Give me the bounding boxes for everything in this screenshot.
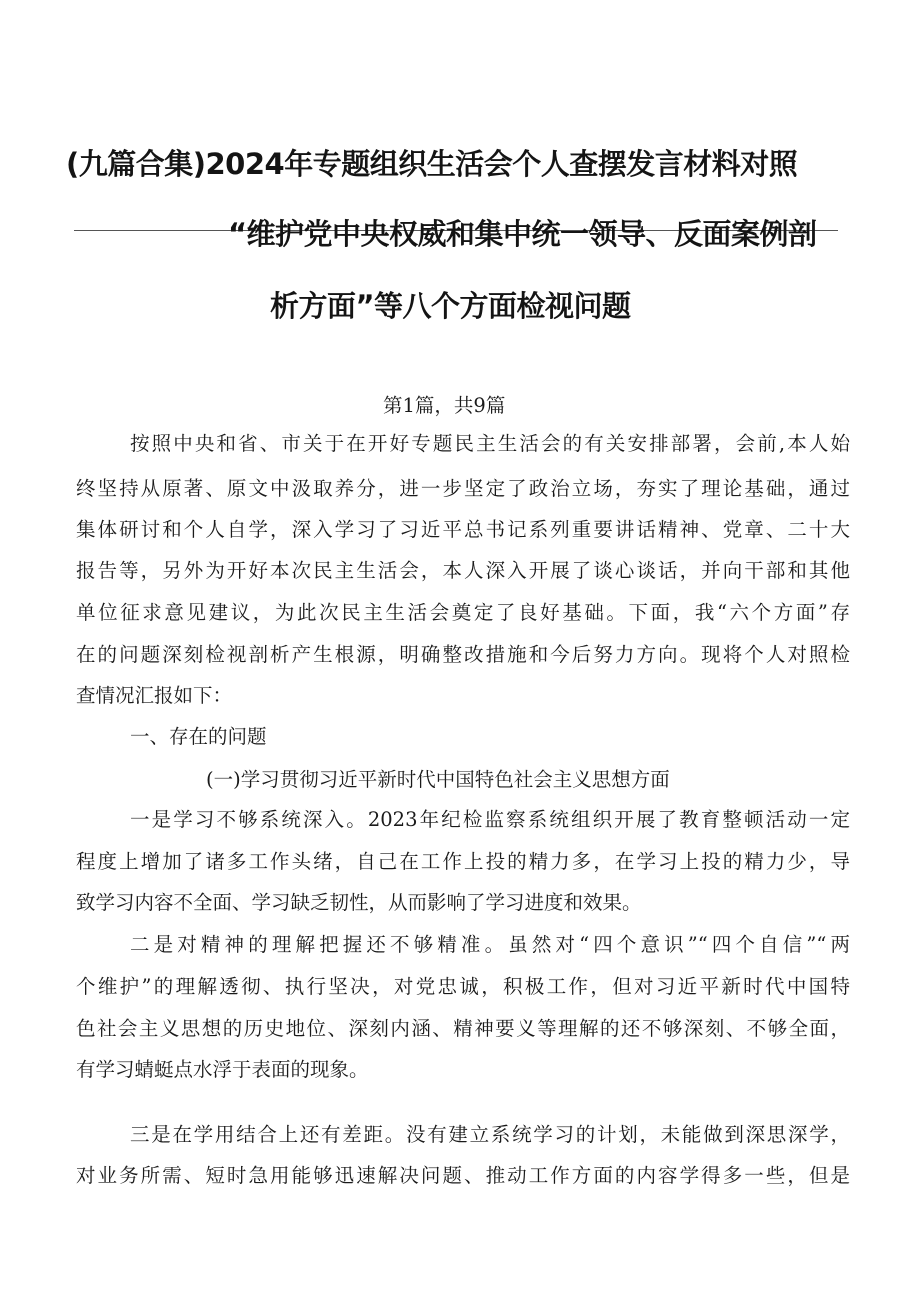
paragraph-line: 二是对精神的理解把握还不够精准。虽然对“四个意识”“四个自信”“两	[130, 933, 850, 956]
intro-line: 报告等，另外为开好本次民主生活会，本人深入开展了谈心谈话，并向干部和其他	[76, 559, 850, 582]
document-title-line-3: 析方面”等八个方面检视问题	[270, 289, 631, 323]
paragraph-line: 色社会主义思想的历史地位、深刻内涵、精神要义等理解的还不够深刻、不够全面，	[76, 1017, 850, 1040]
page-counter: 第1篇，共9篇	[383, 394, 506, 417]
intro-line: 单位征求意见建议，为此次民主生活会奠定了良好基础。下面，我“六个方面”存	[76, 601, 850, 624]
section-heading: 一、存在的问题	[130, 725, 267, 748]
paragraph-line: 一是学习不够系统深入。2023年纪检监察系统组织开展了教育整顿活动一定	[130, 808, 850, 831]
paragraph-line: 程度上增加了诸多工作头绪，自己在工作上投的精力多，在学习上投的精力少，导	[76, 850, 850, 873]
paragraph-line: 对业务所需、短时急用能够迅速解决问题、推动工作方面的内容学得多一些，但是	[76, 1164, 850, 1187]
document-title-line-1: (九篇合集)2024年专题组织生活会个人查摆发言材料对照	[66, 147, 798, 181]
intro-line: 按照中央和省、市关于在开好专题民主生活会的有关安排部署，会前,本人始	[130, 432, 850, 455]
intro-line: 在的问题深刻检视剖析产生根源，明确整改措施和今后努力方向。现将个人对照检	[76, 643, 850, 666]
document-title-line-2: “维护党中央权威和集中统一领导、反面案例剖	[228, 217, 817, 251]
paragraph-line: 个维护”的理解透彻、执行坚决，对党忠诚，积极工作，但对习近平新时代中国特	[76, 975, 850, 998]
paragraph-line: 有学习蜻蜓点水浮于表面的现象。	[76, 1058, 369, 1081]
paragraph-line: 三是在学用结合上还有差距。没有建立系统学习的计划，未能做到深思深学，	[130, 1123, 850, 1146]
paragraph-line: 致学习内容不全面、学习缺乏韧性，从而影响了学习进度和效果。	[76, 891, 642, 914]
intro-line: 查情况汇报如下：	[76, 684, 233, 707]
intro-line: 集体研讨和个人自学，深入学习了习近平总书记系列重要讲话精神、党章、二十大	[76, 518, 850, 541]
subsection-heading: (一)学习贯彻习近平新时代中国特色社会主义思想方面	[206, 768, 670, 791]
intro-line: 终坚持从原著、原文中汲取养分，进一步坚定了政治立场，夯实了理论基础，通过	[76, 477, 850, 500]
